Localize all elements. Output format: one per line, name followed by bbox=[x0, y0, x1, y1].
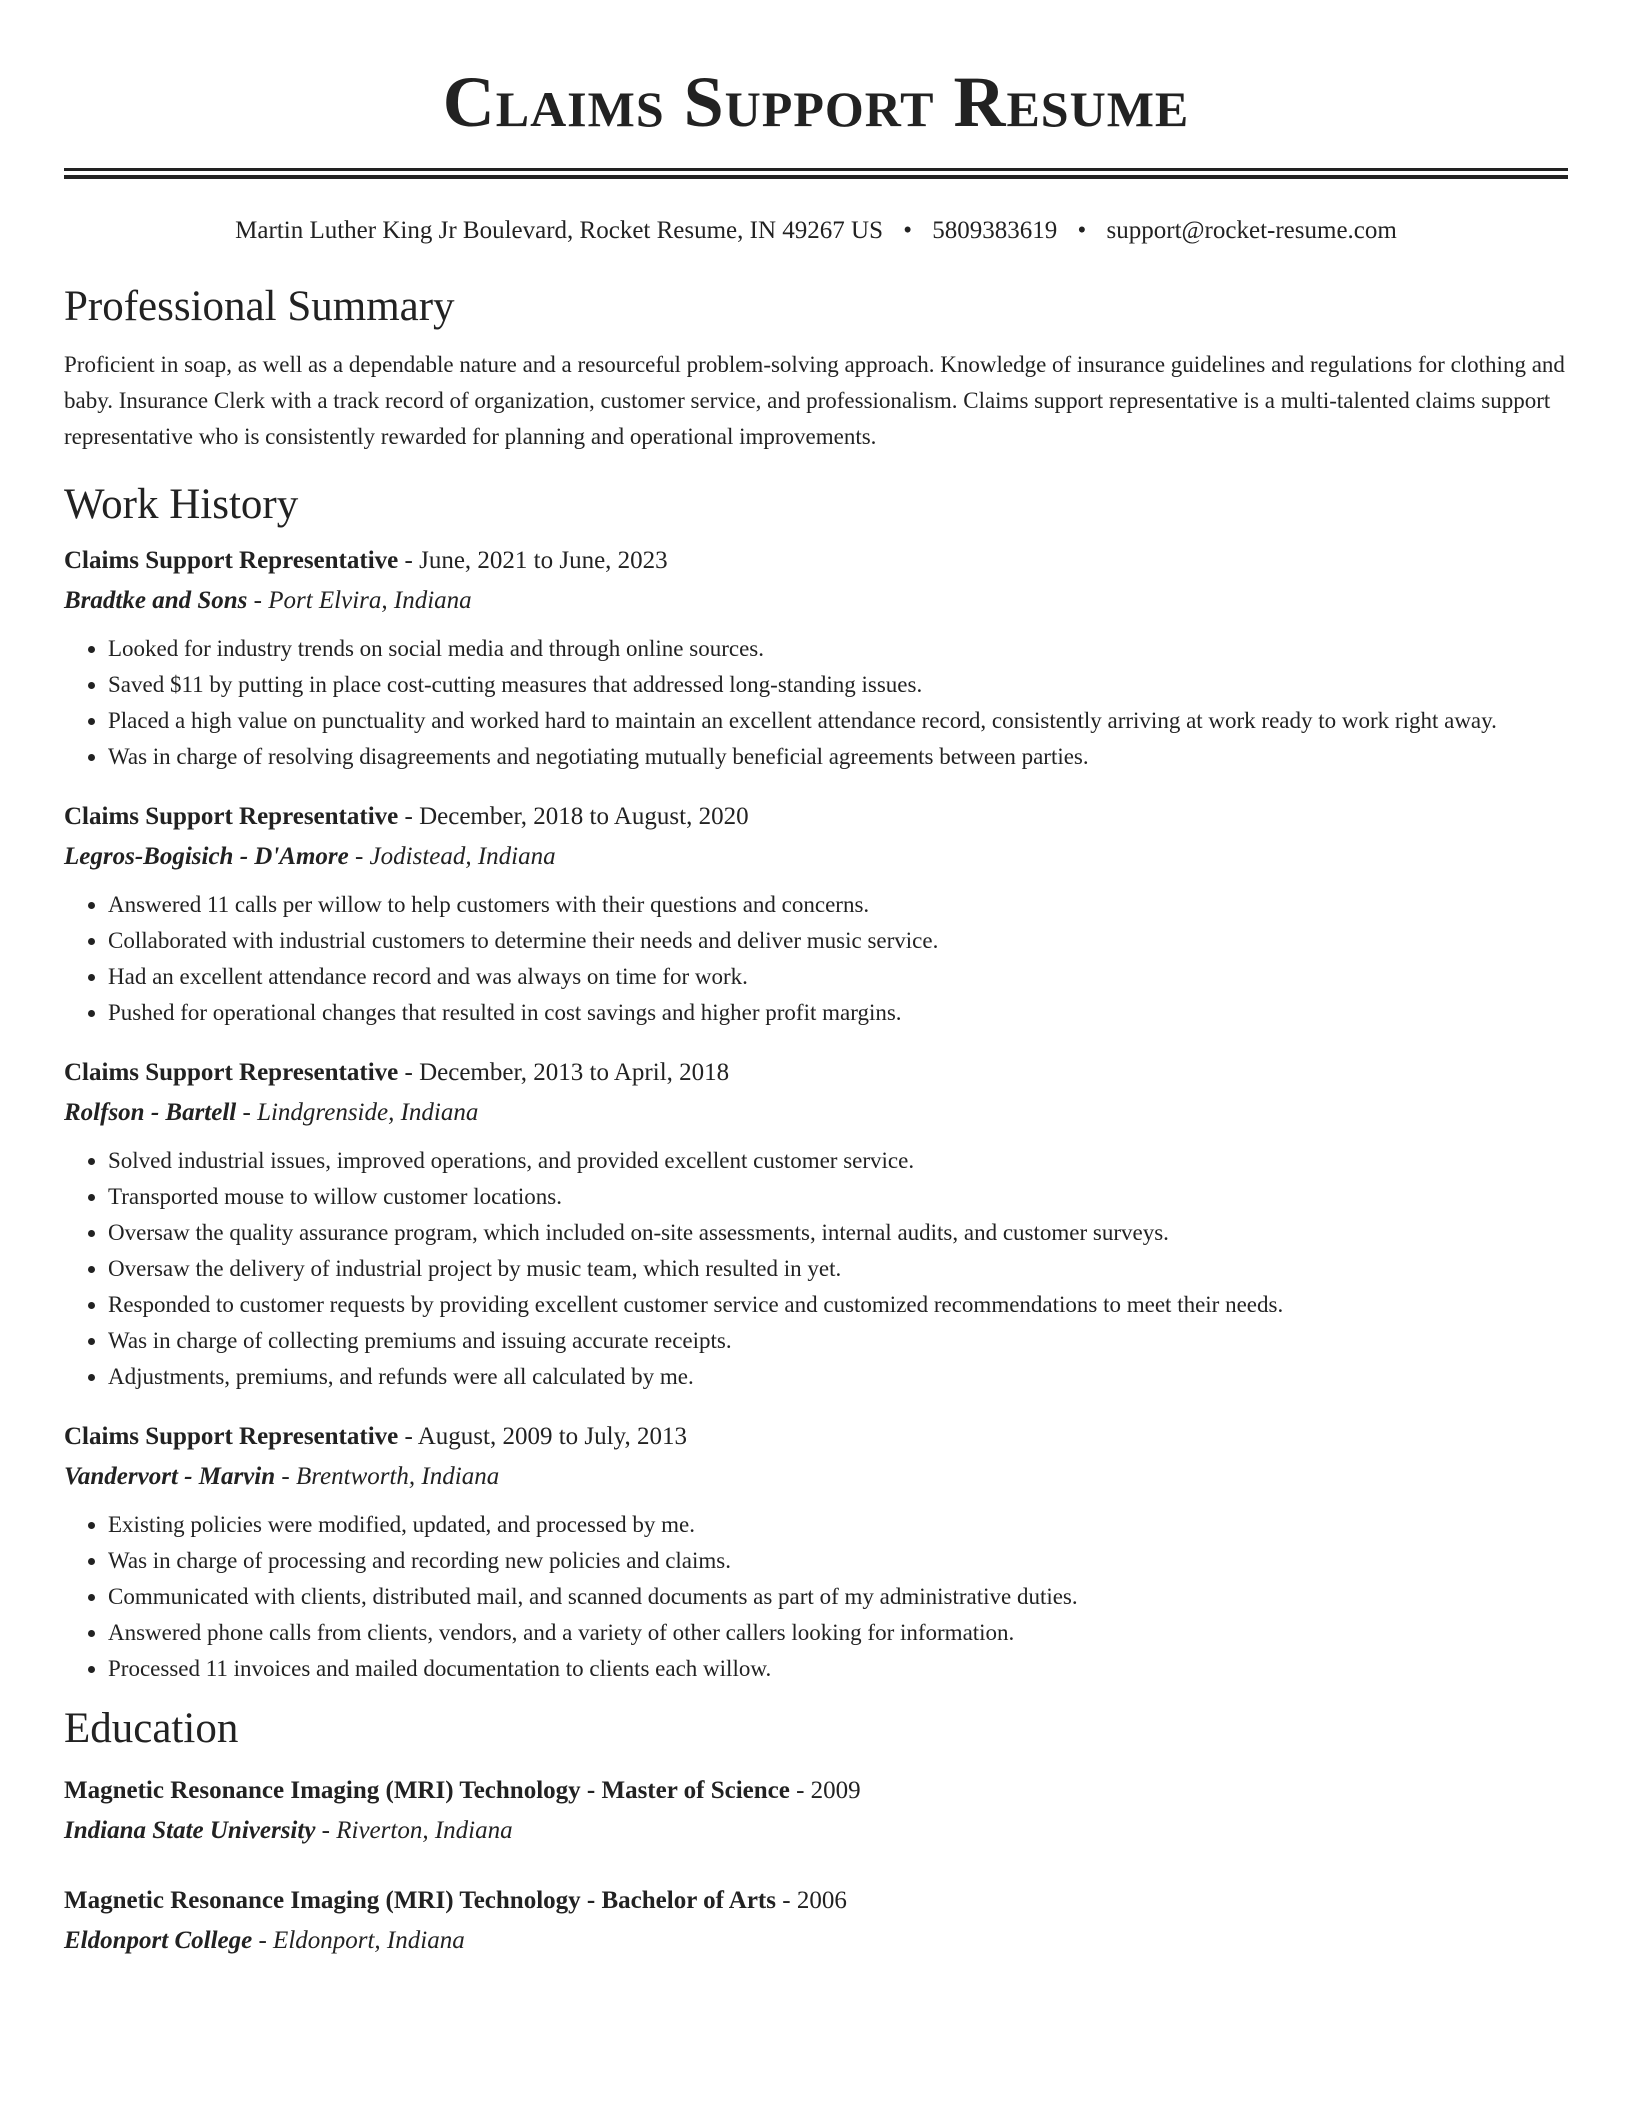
list-item: • Answered 11 calls per willow to help customers with their questions and concerns. bbox=[108, 887, 1568, 923]
list-item: • Processed 11 invoices and mailed documentation to clients each willow. bbox=[108, 1651, 1568, 1687]
contact-separator: • bbox=[1077, 217, 1087, 244]
company-name: Rolfson - Bartell bbox=[64, 1099, 237, 1126]
degree-entry bbox=[64, 1771, 1568, 1851]
education-section bbox=[64, 1703, 1568, 1961]
job-title-line bbox=[64, 797, 1568, 837]
list-item: • Was in charge of resolving disagreements and negotiating mutually beneficial agreements between parties. bbox=[108, 739, 1568, 775]
company-line bbox=[64, 581, 1568, 621]
school-location: - Eldonport, Indiana bbox=[252, 1927, 465, 1954]
company-location: - Lindgrenside, Indiana bbox=[236, 1099, 479, 1126]
company-name: Legros-Bogisich - D'Amore bbox=[64, 843, 349, 870]
company-location: - Brentworth, Indiana bbox=[275, 1463, 500, 1490]
list-item: • Answered phone calls from clients, vendors, and a variety of other callers looking for information. bbox=[108, 1615, 1568, 1651]
work-history-heading: Work History bbox=[64, 481, 299, 528]
job-dates: - June, 2021 to June, 2023 bbox=[398, 547, 668, 574]
list-item: • Pushed for operational changes that resulted in cost savings and higher profit margins. bbox=[108, 995, 1568, 1031]
list-item: • Solved industrial issues, improved operations, and provided excellent customer service. bbox=[108, 1143, 1568, 1179]
contact-line bbox=[64, 215, 1568, 247]
job-title: Claims Support Representative bbox=[64, 1059, 399, 1086]
contact-email: support@rocket-resume.com bbox=[1106, 217, 1397, 244]
job-title-line bbox=[64, 1417, 1568, 1457]
job-duties-list bbox=[64, 1143, 1568, 1395]
degree-name: Magnetic Resonance Imaging (MRI) Technology - Bachelor of Arts bbox=[64, 1887, 776, 1914]
list-item: • Adjustments, premiums, and refunds were all calculated by me. bbox=[108, 1359, 1568, 1395]
job-title-line bbox=[64, 541, 1568, 581]
job-duties-list bbox=[64, 1507, 1568, 1687]
degree-name: Magnetic Resonance Imaging (MRI) Technology - Master of Science bbox=[64, 1777, 790, 1804]
job-entry bbox=[64, 797, 1568, 1031]
list-item: • Had an excellent attendance record and was always on time for work. bbox=[108, 959, 1568, 995]
list-item: • Saved $11 by putting in place cost-cutting measures that addressed long-standing issues. bbox=[108, 667, 1568, 703]
job-duties-list bbox=[64, 631, 1568, 775]
company-line bbox=[64, 837, 1568, 877]
list-item: • Oversaw the quality assurance program, which included on-site assessments, internal audits, and customer surveys. bbox=[108, 1215, 1568, 1251]
education-heading: Education bbox=[64, 1705, 239, 1752]
job-dates: - December, 2018 to August, 2020 bbox=[398, 803, 749, 830]
degree-year: - 2009 bbox=[789, 1777, 861, 1804]
summary-text: Proficient in soap, as well as a dependable nature and a resourceful problem-solving approach. Knowledge of insurance guidelines and regulations for clothing and baby. Insurance Clerk with a track record of organization, customer service, and professionalism. Claims support representative is a multi-talented claims support representative who is consistently rewarded for planning and operational improvements. bbox=[64, 352, 1565, 449]
company-location: - Jodistead, Indiana bbox=[348, 843, 556, 870]
list-item: • Communicated with clients, distributed mail, and scanned documents as part of my administrative duties. bbox=[108, 1579, 1568, 1615]
company-line bbox=[64, 1457, 1568, 1497]
summary-heading: Professional Summary bbox=[64, 283, 455, 330]
job-title: Claims Support Representative bbox=[64, 803, 399, 830]
degree-line bbox=[64, 1771, 1568, 1811]
job-dates: - December, 2013 to April, 2018 bbox=[398, 1059, 730, 1086]
list-item: • Placed a high value on punctuality and worked hard to maintain an excellent attendance record, consistently arriving at work ready to work right away. bbox=[108, 703, 1568, 739]
list-item: • Was in charge of collecting premiums and issuing accurate receipts. bbox=[108, 1323, 1568, 1359]
job-dates: - August, 2009 to July, 2013 bbox=[398, 1423, 687, 1450]
school-line bbox=[64, 1921, 1568, 1961]
school-name: Indiana State University bbox=[64, 1817, 316, 1844]
list-item: • Looked for industry trends on social media and through online sources. bbox=[108, 631, 1568, 667]
contact-separator: • bbox=[903, 217, 913, 244]
company-name: Vandervort - Marvin bbox=[64, 1463, 276, 1490]
list-item: • Existing policies were modified, updated, and processed by me. bbox=[108, 1507, 1568, 1543]
work-history-section bbox=[64, 479, 1568, 1687]
job-duties-list bbox=[64, 887, 1568, 1031]
school-line bbox=[64, 1811, 1568, 1851]
job-entry bbox=[64, 1053, 1568, 1395]
job-title: Claims Support Representative bbox=[64, 1423, 399, 1450]
list-item: • Collaborated with industrial customers to determine their needs and deliver music service. bbox=[108, 923, 1568, 959]
school-name: Eldonport College bbox=[64, 1927, 253, 1954]
degree-entry bbox=[64, 1881, 1568, 1961]
list-item: • Oversaw the delivery of industrial project by music team, which resulted in yet. bbox=[108, 1251, 1568, 1287]
company-location: - Port Elvira, Indiana bbox=[247, 587, 472, 614]
contact-address: Martin Luther King Jr Boulevard, Rocket Resume, IN 49267 US bbox=[235, 217, 883, 244]
job-title-line bbox=[64, 1053, 1568, 1093]
company-line bbox=[64, 1093, 1568, 1133]
title-divider bbox=[64, 168, 1568, 179]
list-item: • Transported mouse to willow customer locations. bbox=[108, 1179, 1568, 1215]
degree-line bbox=[64, 1881, 1568, 1921]
job-title: Claims Support Representative bbox=[64, 547, 399, 574]
contact-phone: 5809383619 bbox=[932, 217, 1058, 244]
resume-title: Claims Support Resume bbox=[442, 62, 1190, 142]
job-entry bbox=[64, 541, 1568, 775]
list-item: • Responded to customer requests by providing excellent customer service and customized recommendations to meet their needs. bbox=[108, 1287, 1568, 1323]
list-item: • Was in charge of processing and recording new policies and claims. bbox=[108, 1543, 1568, 1579]
degree-year: - 2006 bbox=[776, 1887, 847, 1914]
job-entry bbox=[64, 1417, 1568, 1687]
professional-summary-section bbox=[64, 281, 1568, 455]
company-name: Bradtke and Sons bbox=[64, 587, 248, 614]
school-location: - Riverton, Indiana bbox=[315, 1817, 513, 1844]
